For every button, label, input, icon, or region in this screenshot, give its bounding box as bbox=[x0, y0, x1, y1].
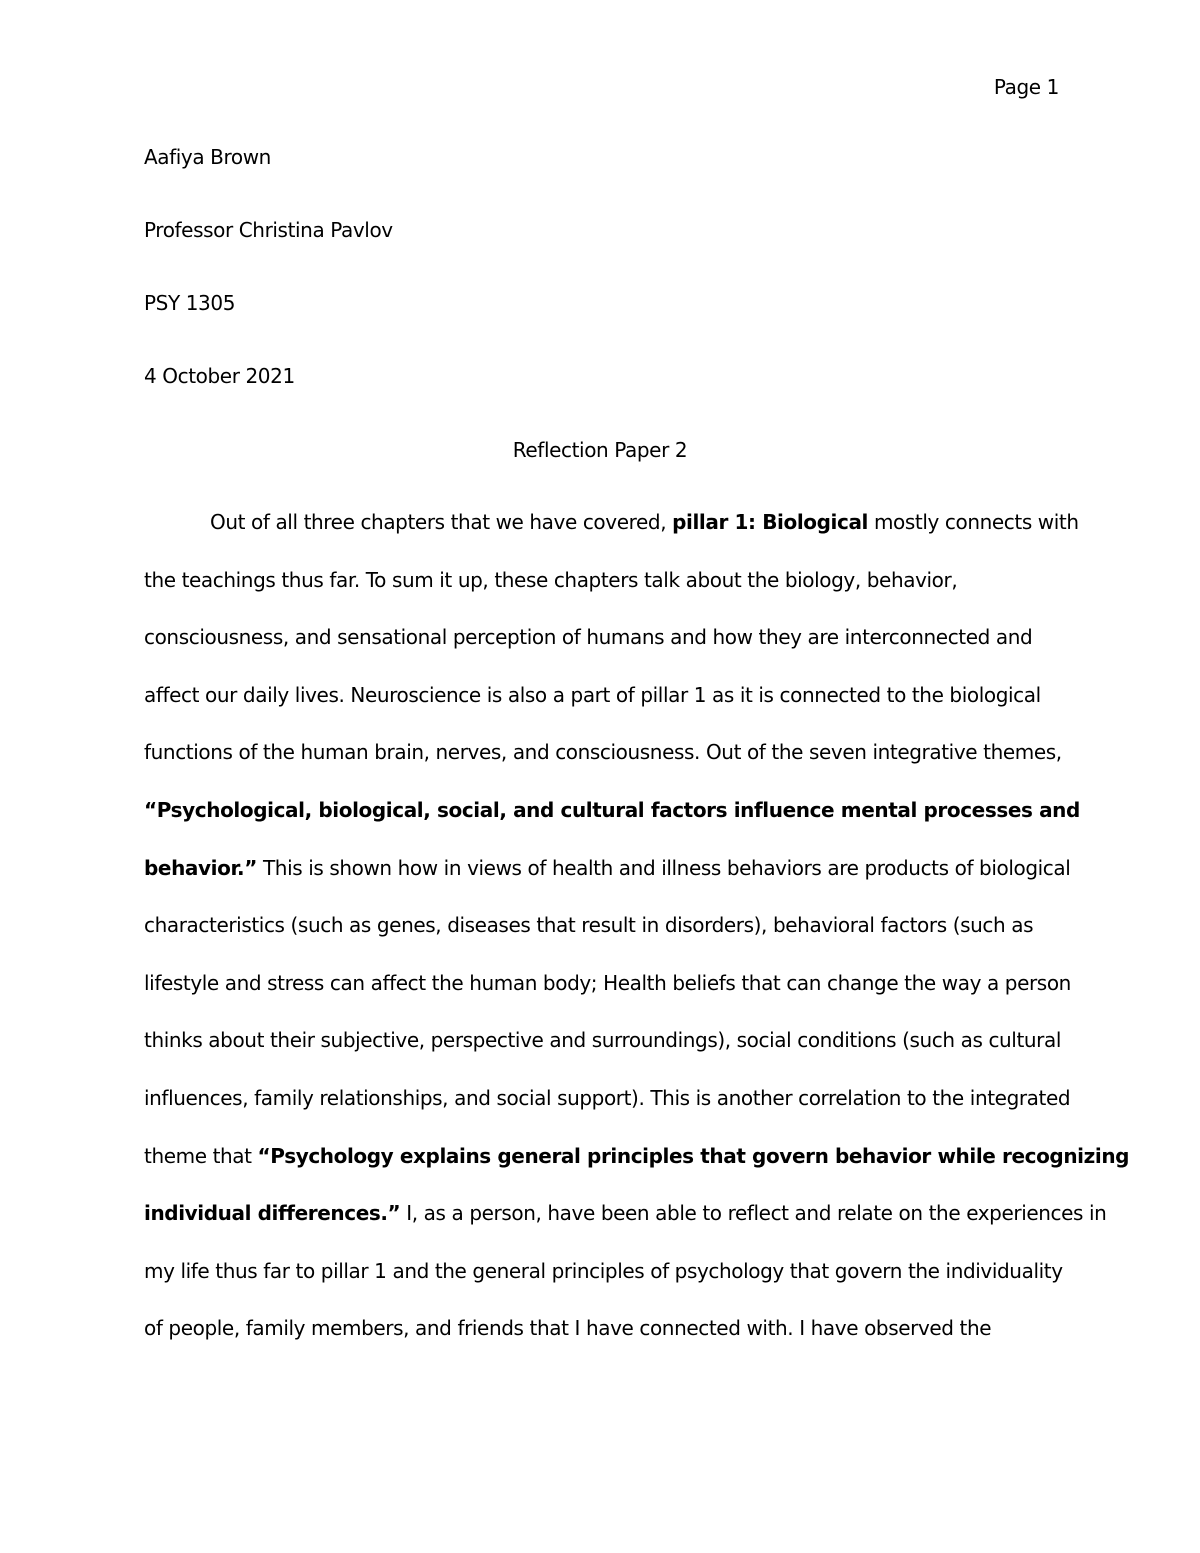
professor-name: Professor Christina Pavlov bbox=[144, 218, 393, 242]
student-name: Aafiya Brown bbox=[144, 145, 271, 169]
mla-heading bbox=[144, 144, 1056, 436]
paper-title: Reflection Paper 2 bbox=[512, 438, 688, 462]
body-line: the teachings thus far. To sum it up, these chapters talk about the biology, behavior, bbox=[144, 567, 958, 592]
body-line bbox=[144, 855, 1071, 881]
body-text: theme that bbox=[144, 1143, 258, 1168]
body-line: “Psychological, biological, social, and cultural factors influence mental processes and bbox=[144, 797, 1080, 822]
body-line: thinks about their subjective, perspective and surroundings), social conditions (such as cultural bbox=[144, 1028, 1062, 1053]
body-paragraph bbox=[144, 509, 1130, 1373]
body-line: functions of the human brain, nerves, and consciousness. Out of the seven integrative themes, bbox=[144, 740, 1062, 765]
body-bold-text: individual differences.” bbox=[144, 1201, 401, 1226]
body-text: I, as a person, have been able to reflect and relate on the experiences in bbox=[400, 1201, 1107, 1226]
page-number: Page 1 bbox=[993, 75, 1059, 99]
body-bold-text: “Psychology explains general principles that govern behavior while recognizing bbox=[257, 1143, 1130, 1168]
body-line: consciousness, and sensational perception of humans and how they are interconnected and bbox=[144, 625, 1033, 650]
course-code: PSY 1305 bbox=[144, 291, 236, 315]
body-line: influences, family relationships, and social support). This is another correlation to the integrated bbox=[144, 1085, 1071, 1110]
body-line: of people, family members, and friends that I have connected with. I have observed the bbox=[144, 1316, 992, 1341]
body-line: affect our daily lives. Neuroscience is also a part of pillar 1 as it is connected to the biological bbox=[144, 682, 1041, 707]
body-bold-text: pillar 1: Biological bbox=[672, 510, 869, 534]
body-line: lifestyle and stress can affect the human body; Health beliefs that can change the way a person bbox=[144, 970, 1071, 995]
body-line bbox=[144, 1200, 1107, 1226]
body-line: characteristics (such as genes, diseases that result in disorders), behavioral factors (such as bbox=[144, 913, 1034, 938]
body-bold-text: behavior.” bbox=[144, 855, 258, 880]
paper-date: 4 October 2021 bbox=[144, 364, 295, 388]
body-text: mostly connects with bbox=[868, 510, 1079, 534]
body-line bbox=[144, 509, 1079, 535]
body-text: Out of all three chapters that we have covered, bbox=[210, 510, 673, 534]
body-text: This is shown how in views of health and illness behaviors are products of biological bbox=[257, 855, 1071, 880]
body-line bbox=[144, 1143, 1130, 1169]
body-line: my life thus far to pillar 1 and the general principles of psychology that govern the individuality bbox=[144, 1258, 1063, 1283]
